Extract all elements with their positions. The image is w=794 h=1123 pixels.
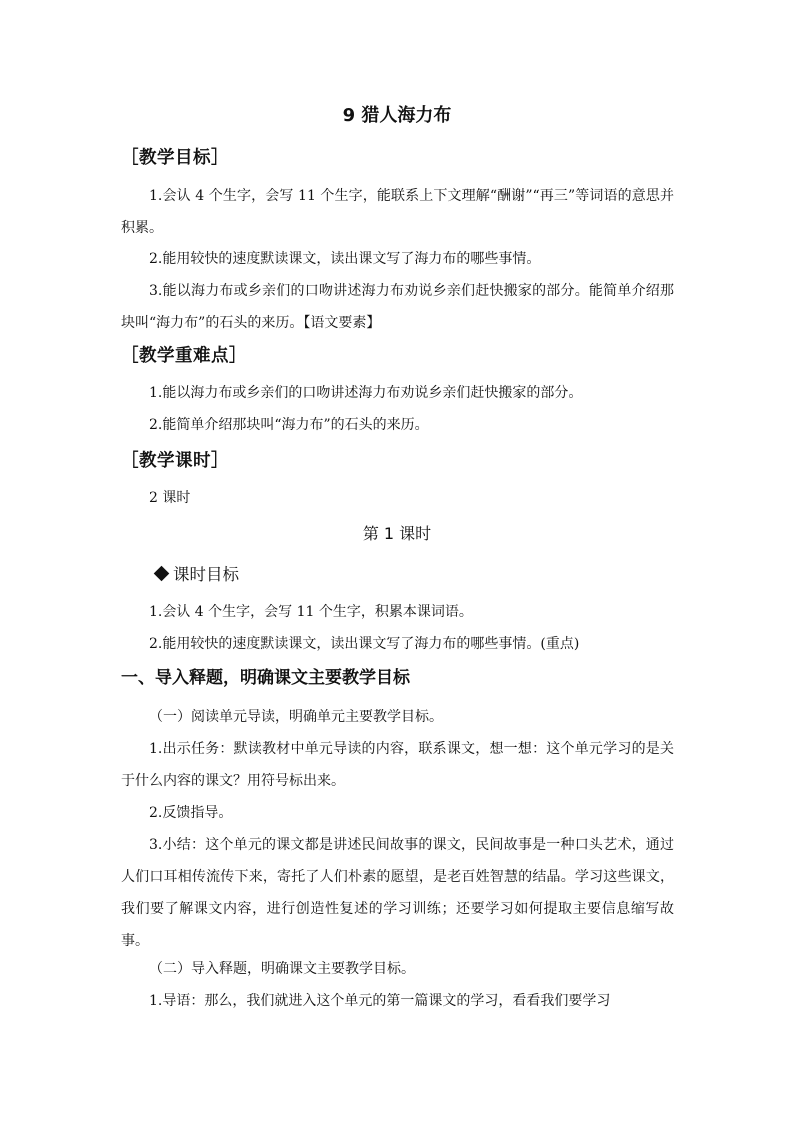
lesson-goal-item-2: 2.能用较快的速度默读课文，读出课文写了海力布的哪些事情。(重点) [149,636,580,652]
step-1-1: 1.出示任务：默读教材中单元导读的内容，联系课文，想一想：这个单元学习的是关于什么内容的课文？用符号标出来。 [121,741,674,789]
subsection-1: （一）阅读单元导读，明确单元主要教学目标。 [149,709,443,725]
goal-item-1: 1.会认 4 个生字，会写 11 个生字，能联系上下文理解“酬谢”“再三”等词语的意思并积累。 [121,188,674,236]
lesson-goals-heading [156,563,239,587]
step-1-3: 3.小结：这个单元的课文都是讲述民间故事的课文，民间故事是一种口头艺术，通过人们口耳相传流传下来，寄托了人们朴素的愿望，是老百姓智慧的结晶。学习这些课文，我们要了解课文内容，进行创造性复述的学习训练；还要学习如何提取主要信息缩写故事。 [121,837,674,949]
lesson-goal-item-1: 1.会认 4 个生字，会写 11 个生字，积累本课词语。 [149,604,473,620]
goal-item-2: 2.能用较快的速度默读课文，读出课文写了海力布的哪些事情。 [149,251,541,267]
step-1-2: 2.反馈指导。 [149,805,233,821]
class-hours-text: 2 课时 [149,490,191,506]
section-heading-1: 一、导入释题，明确课文主要教学目标 [121,668,410,688]
subsection-2: （二）导入释题，明确课文主要教学目标。 [149,961,415,977]
keypoint-item-2: 2.能简单介绍那块叫“海力布”的石头的来历。 [149,417,429,433]
goal-item-3: 3.能以海力布或乡亲们的口吻讲述海力布劝说乡亲们赶快搬家的部分。能简单介绍那块叫“海力布”的石头的来历。【语文要素】 [121,283,674,331]
lesson-title: 9 猎人海力布 [342,105,452,126]
heading-teaching-goals: ［教学目标］ [121,148,229,168]
lesson-1-title: 第 1 课时 [362,524,432,543]
diamond-bullet-icon [154,566,170,582]
heading-class-hours: ［教学课时］ [121,451,229,471]
keypoint-item-1: 1.能以海力布或乡亲们的口吻讲述海力布劝说乡亲们赶快搬家的部分。 [149,385,583,401]
heading-key-difficult-points: ［教学重难点］ [121,346,247,366]
step-2-1: 1.导语：那么，我们就进入这个单元的第一篇课文的学习，看看我们要学习 [149,993,611,1009]
lesson-goals-heading-text: 课时目标 [173,565,239,584]
